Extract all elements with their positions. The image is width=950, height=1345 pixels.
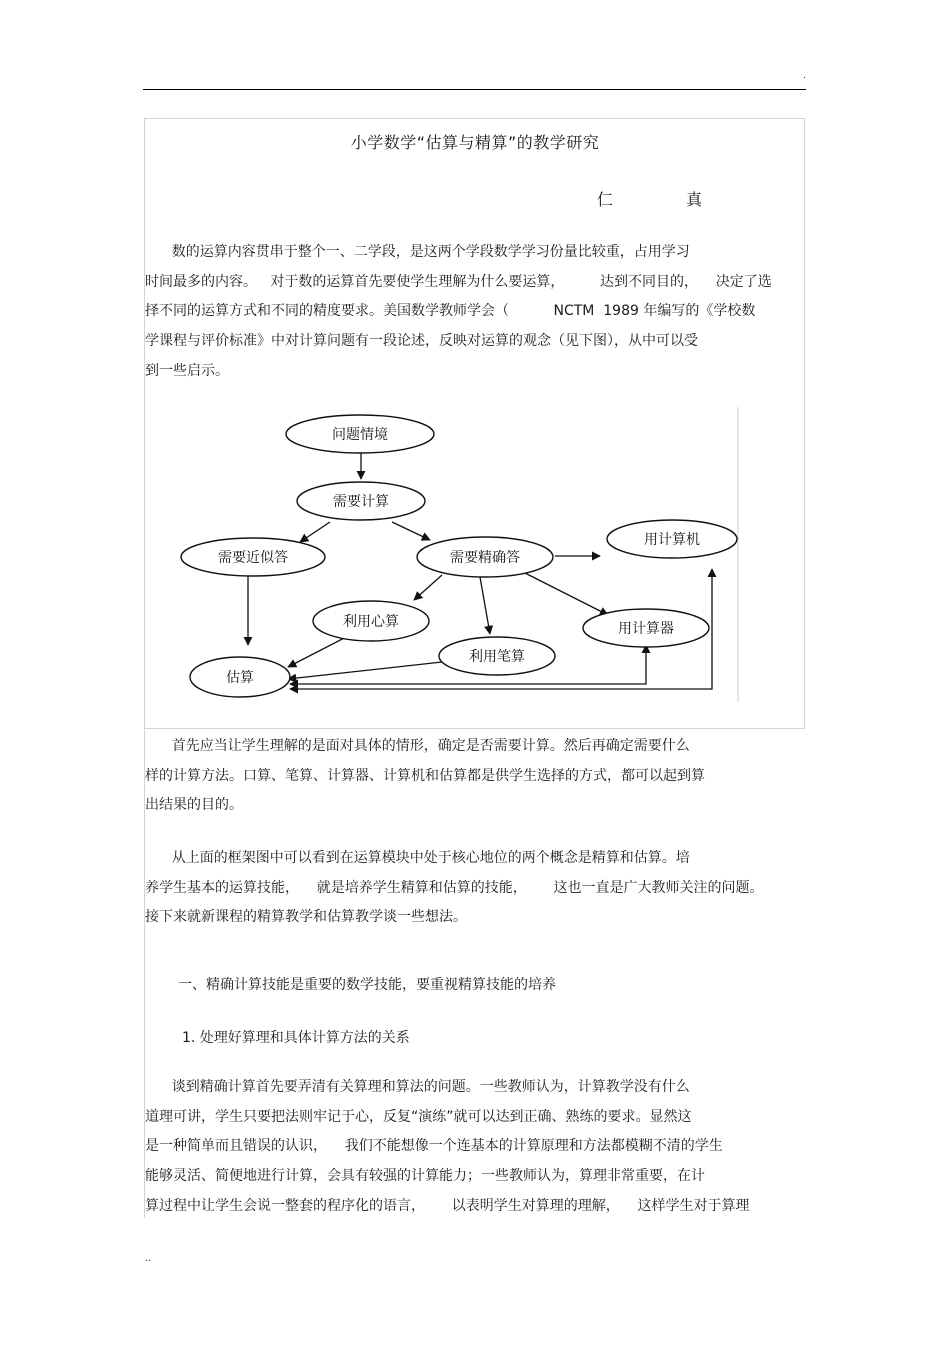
paragraph-line: 学课程与评价标准》中对计算问题有一段论述，反映对运算的观念（见下图），从中可以受 xyxy=(145,333,698,350)
frame-border-middle xyxy=(144,728,805,729)
section-heading: 一、精确计算技能是重要的数学技能，要重视精算技能的培养 xyxy=(178,977,556,993)
subsection-heading: 1. 处理好算理和具体计算方法的关系 xyxy=(182,1030,410,1046)
header-rule xyxy=(143,89,806,90)
paragraph-line: 首先应当让学生理解的是面对具体的情形，确定是否需要计算。然后再确定需要什么 xyxy=(145,738,690,754)
paragraph-line: 养学生基本的运算技能， 就是培养学生精算和估算的技能， 这也一直是广大教师关注的问题。 xyxy=(145,879,764,896)
node-label: 需要精确答 xyxy=(450,550,520,566)
operation-framework-diagram xyxy=(180,407,740,702)
node-label: 利用笔算 xyxy=(469,649,525,665)
paragraph-algorithms xyxy=(145,1073,805,1221)
paragraph-line: 是一种简单而且错误的认识， 我们不能想像一个连基本的计算原理和方法都模糊不清的学生 xyxy=(145,1138,723,1155)
paragraph-intro xyxy=(145,238,805,386)
node-label: 用计算器 xyxy=(618,621,674,637)
paragraph-line: 谈到精确计算首先要弄清有关算理和算法的问题。一些教师认为，计算教学没有什么 xyxy=(145,1079,690,1095)
paragraph-line: 择不同的运算方式和不同的精度要求。美国数学教师学会（ NCTM 1989 年编写的《学校数 xyxy=(145,303,756,320)
node-label: 利用心算 xyxy=(343,614,399,630)
node-label: 需要计算 xyxy=(333,494,389,510)
paragraph-line: 从上面的框架图中可以看到在运算模块中处于核心地位的两个概念是精算和估算。培 xyxy=(145,850,690,866)
paragraph-line: 数的运算内容贯串于整个一、二学段，是这两个学段数学学习份量比较重，占用学习 xyxy=(145,244,690,260)
frame-border-top xyxy=(144,118,805,119)
paragraph-line: 出结果的目的。 xyxy=(145,797,243,814)
footer-mark: .. xyxy=(145,1253,152,1264)
paragraph-line: 样的计算方法。口算、笔算、计算器、计算机和估算都是供学生选择的方式，都可以起到算 xyxy=(145,767,705,784)
paragraph-line: 算过程中让学生会说一整套的程序化的语言， 以表明学生对算理的理解， 这样学生对于算理 xyxy=(145,1197,750,1214)
article-author: 仁 真 xyxy=(597,190,737,209)
paragraph-core-concepts xyxy=(145,844,805,933)
paragraph-understanding xyxy=(145,732,805,821)
article-title: 小学数学“估算与精算”的教学研究 xyxy=(350,133,600,152)
diagram-svg xyxy=(180,407,740,702)
paragraph-line: 到一些启示。 xyxy=(145,362,229,379)
paragraph-line: 能够灵活、简便地进行计算，会具有较强的计算能力；一些教师认为，算理非常重要，在计 xyxy=(145,1168,705,1185)
node-label: 估算 xyxy=(226,670,254,686)
paragraph-line: 接下来就新课程的精算教学和估算教学谈一些想法。 xyxy=(145,909,467,926)
node-label: 用计算机 xyxy=(644,532,700,548)
header-mark: . xyxy=(803,70,807,81)
paragraph-line: 道理可讲，学生只要把法则牢记于心，反复“演练”就可以达到正确、熟练的要求。显然这 xyxy=(145,1108,692,1125)
frame-border-right xyxy=(804,118,805,728)
node-label: 问题情境 xyxy=(332,427,388,443)
node-label: 需要近似答 xyxy=(218,550,288,566)
paragraph-line: 时间最多的内容。 对于数的运算首先要使学生理解为什么要运算， 达到不同目的， 决定了选 xyxy=(145,273,772,290)
